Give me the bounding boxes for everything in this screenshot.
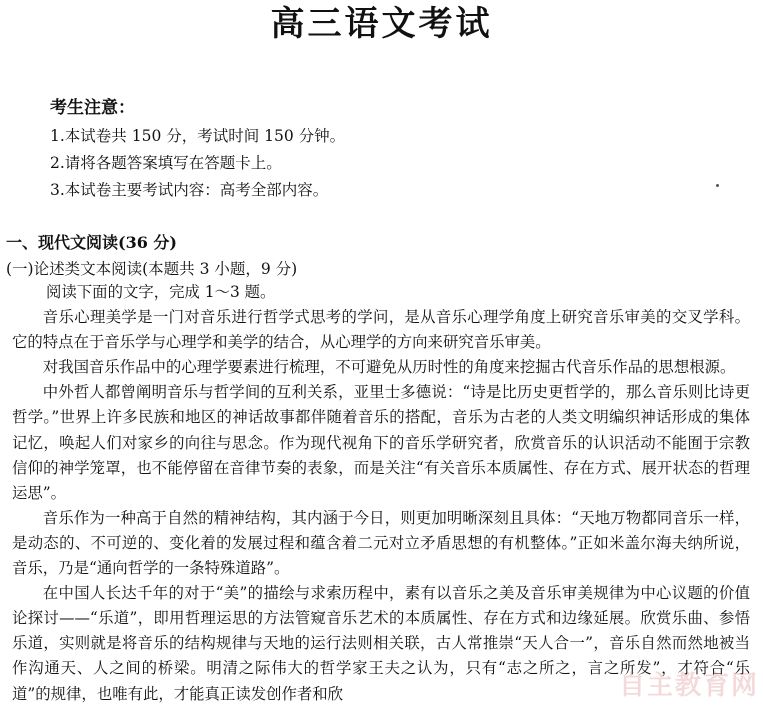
passage-paragraph-4: 音乐作为一种高于自然的精神结构，其内涵于今日，则更加明晰深刻且具体：“天地万物都同音乐一样，是动态的、不可逆的、变化着的发展过程和蕴含着二元对立矛盾思想的有机整体。”正如米盖尔海夫纳所说，音乐，乃是“通向哲学的一条特殊道路”。	[12, 508, 750, 578]
reading-passage	[12, 280, 750, 707]
passage-paragraph-1: 音乐心理美学是一门对音乐进行哲学式思考的学问，是从音乐心理学角度上研究音乐审美的交叉学科。它的特点在于音乐学与心理学和美学的结合，从心理学的方向来研究音乐审美。	[12, 308, 750, 352]
notice-heading: 考生注意：	[50, 98, 135, 118]
section-heading: 一、现代文阅读(36 分)	[6, 233, 177, 252]
passage-paragraph-2: 对我国音乐作品中的心理学要素进行梳理，不可避免从历时性的角度来挖掘古代音乐作品的思想根源。	[42, 358, 736, 377]
watermark: 自主教育网	[618, 671, 759, 701]
subsection-heading: (一)论述类文本阅读(本题共 3 小题，9 分)	[6, 260, 298, 278]
notice-item-3: 3.本试卷主要考试内容：高考全部内容。	[50, 181, 329, 199]
passage-paragraph-5: 在中国人长达千年的对于“美”的描绘与求索历程中，素有以音乐之美及音乐审美规律为中心议题的价值论探讨——“乐道”，即用哲理运思的方法管窥音乐艺术的本质属性、存在方式和边缘延展。欣赏乐曲、参悟乐道，实则就是将音乐的结构规律与天地的运行法则相关联，古人常推崇“天人合一”，音乐自然而然地被当作沟通天、人之间的桥梁。明清之际伟大的哲学家王夫之认为，只有“志之所之，言之所发”，才符合“乐道”的规律，也唯有此，才能真正读发创作者和欣	[12, 584, 750, 703]
stray-dot	[716, 184, 719, 187]
notice-item-1: 1.本试卷共 150 分，考试时间 150 分钟。	[50, 127, 346, 145]
exam-title: 高三语文考试	[270, 4, 493, 44]
notice-item-2: 2.请将各题答案填写在答题卡上。	[50, 154, 282, 172]
passage-paragraph-3: 中外哲人都曾阐明音乐与哲学间的互利关系，亚里士多德说：“诗是比历史更哲学的，那么音乐则比诗更哲学。”世界上许多民族和地区的神话故事都伴随着音乐的搭配，音乐为古老的人类文明编织神话形成的集体记忆，唤起人们对家乡的向往与思念。作为现代视角下的音乐学研究者，欣赏音乐的认识活动不能囿于宗教信仰的神学笼罩，也不能停留在音律节奏的表象，而是关注“有关音乐本质属性、存在方式、展开状态的哲理运思”。	[12, 383, 750, 502]
passage-instruction: 阅读下面的文字，完成 1～3 题。	[46, 283, 276, 301]
